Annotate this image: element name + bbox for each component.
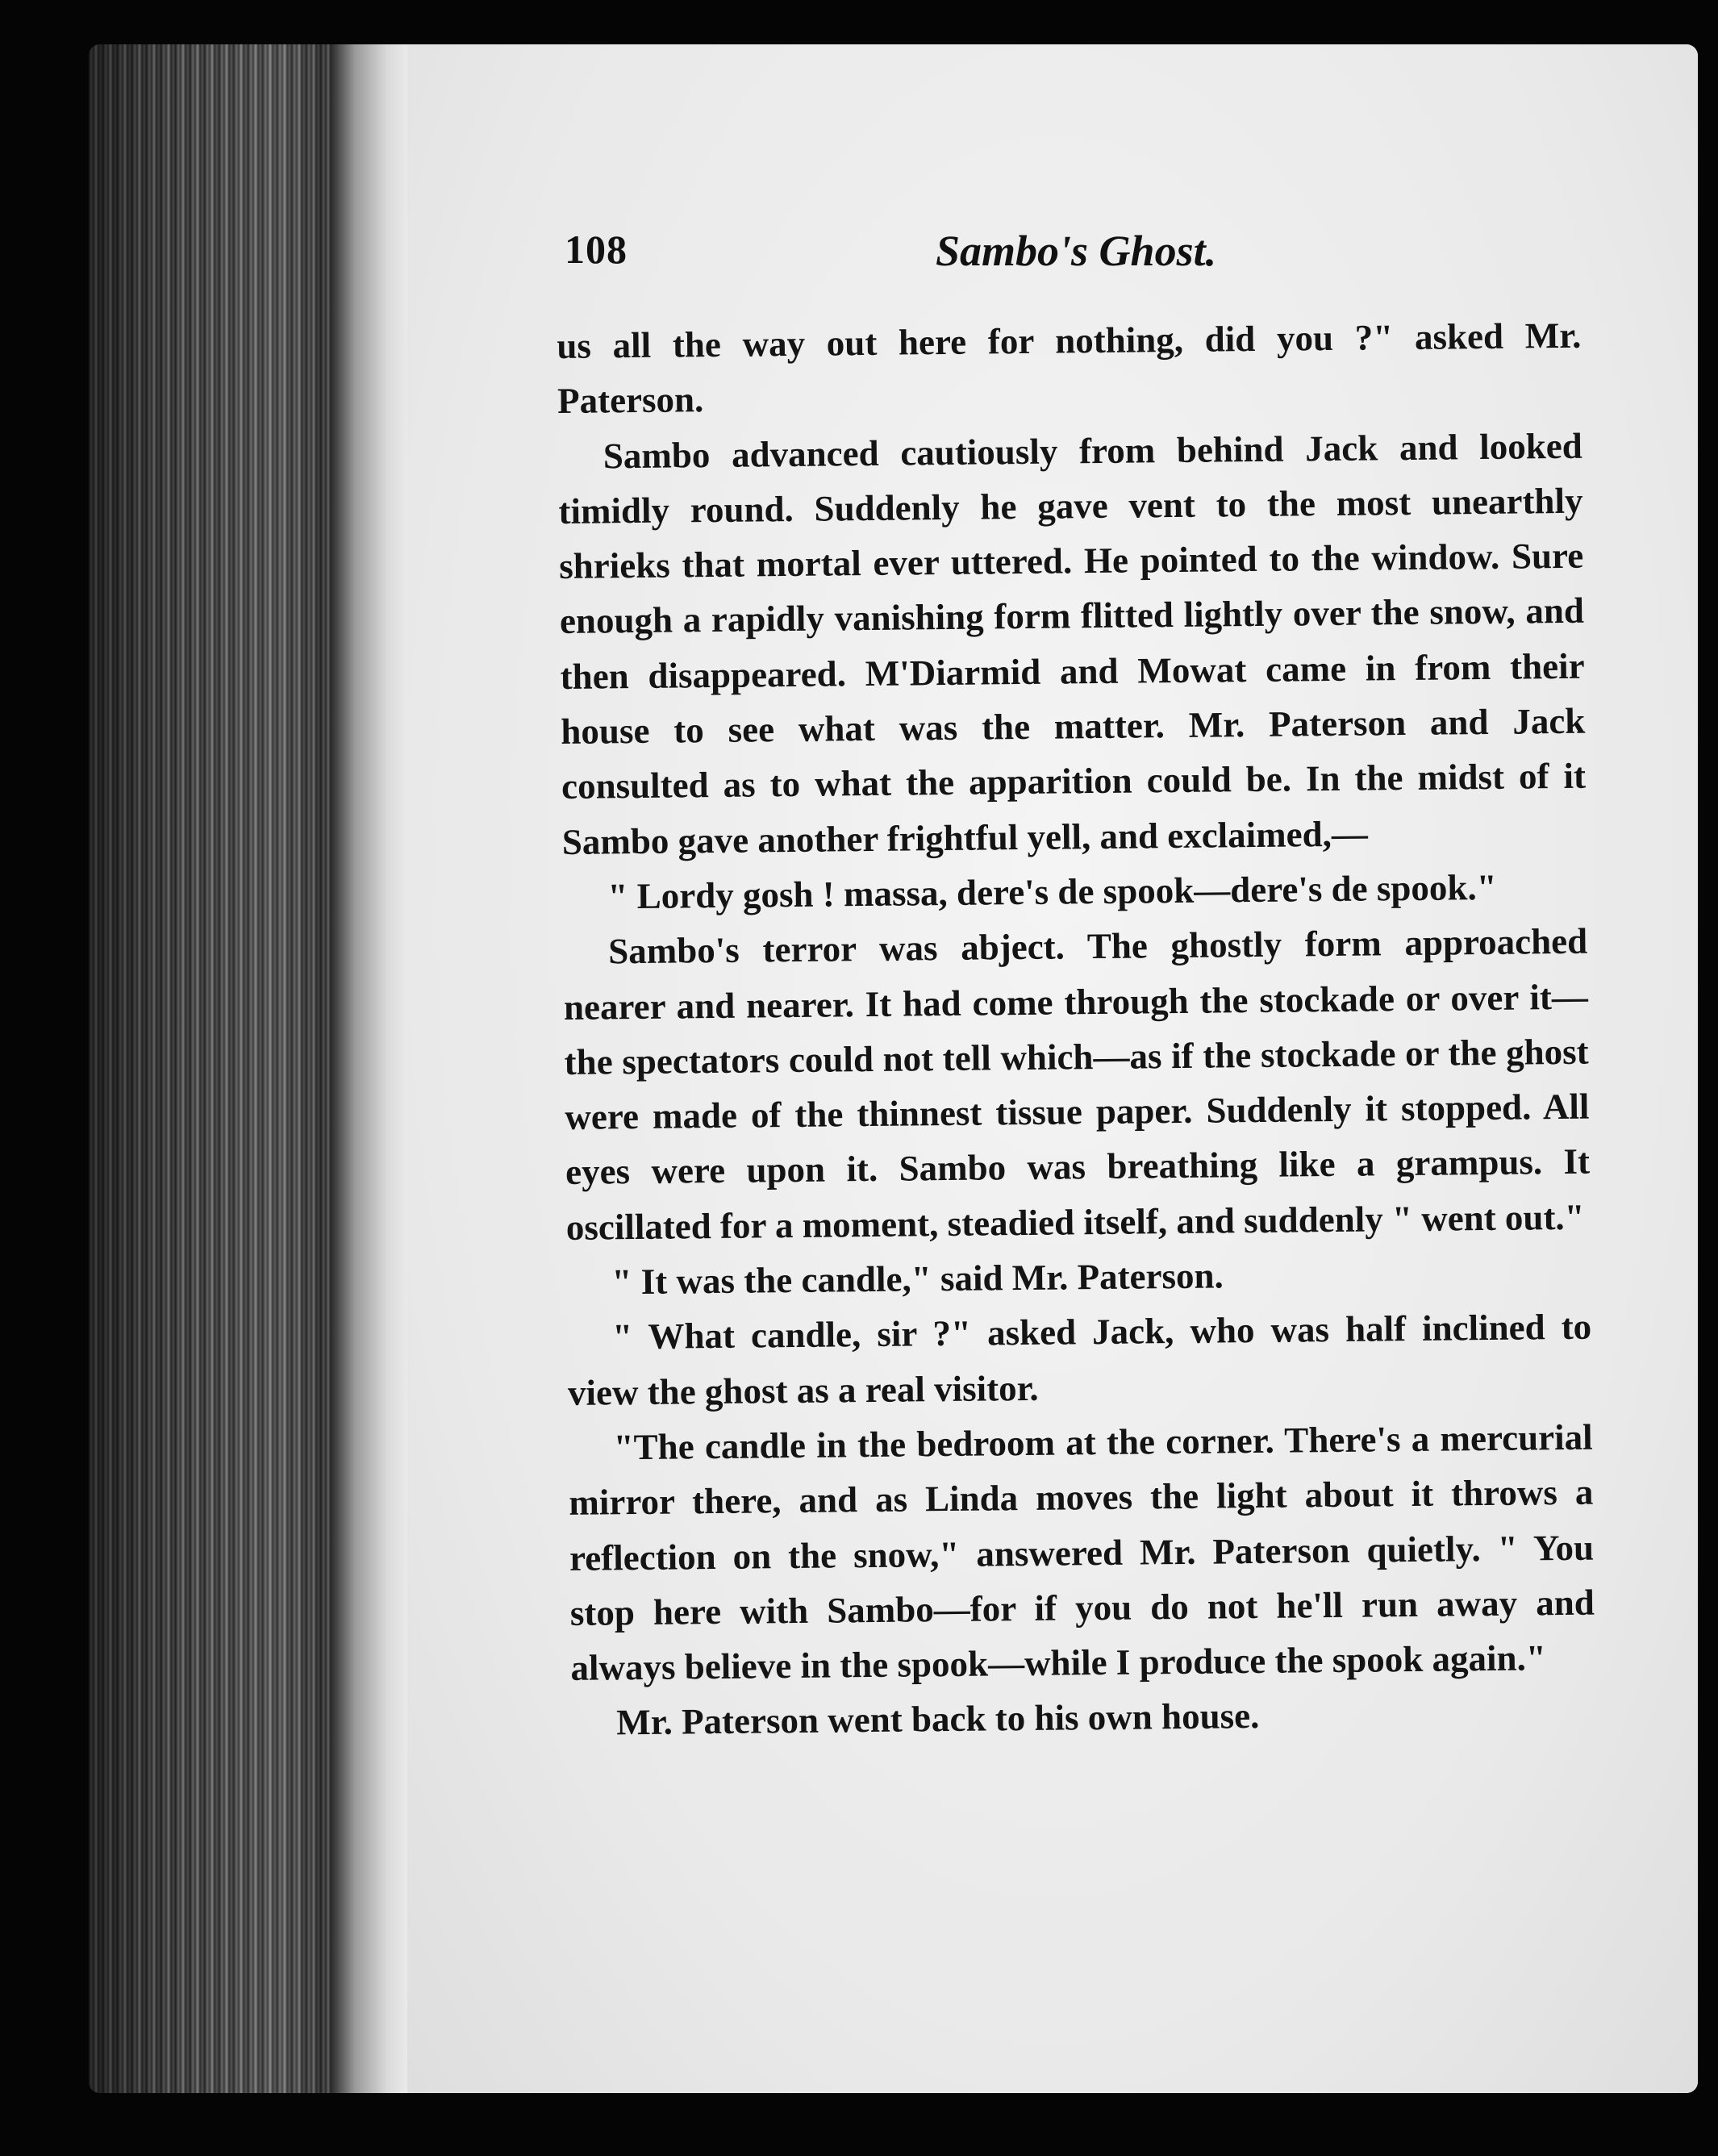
body-text: [557, 308, 1596, 1751]
paragraph: " It was the candle," said Mr. Paterson.: [611, 1255, 1224, 1303]
paragraph: "The candle in the bedroom at the corner. There's a mercurial mirror there, and as Linda moves the light about it throws a reflection on the snow," answered Mr. Paterson quietly. " You stop here with Sambo—for if you do not he'll run away and always believe in the spook—while I produce the spook again.": [569, 1416, 1595, 1689]
paragraph: Sambo's terror was abject. The ghostly form approached nearer and nearer. It had come through the stockade or over it—the spectators could not tell which—as if the stockade or the ghost were made of the thinnest tissue paper. Suddenly it stopped. All eyes were upon it. Sambo was breathing like a grampus. It oscillated for a moment, steadied itself, and suddenly " went out.": [563, 920, 1591, 1248]
paragraph: " What candle, sir ?" asked Jack, who was half inclined to view the ghost as a real visitor.: [567, 1306, 1592, 1413]
page-number: 108: [565, 227, 628, 272]
book-gutter: [331, 44, 411, 2093]
paragraph: Mr. Paterson went back to his own house.: [615, 1695, 1260, 1743]
paragraph: Sambo advanced cautiously from behind Jack and looked timidly round. Suddenly he gave vent to the most unearthly shrieks that mortal ever uttered. He pointed to the window. Sure enough a rapidly vanishing form flitted lightly over the snow, and then disappeared. M'Diarmid and Mowat came in from their house to see what was the matter. Mr. Paterson and Jack consulted as to what the apparition could be. In the midst of it Sambo gave another frightful yell, and exclaimed,—: [558, 425, 1587, 862]
page-edges: [89, 44, 331, 2093]
running-title: Sambo's Ghost.: [936, 227, 1217, 275]
running-head: [565, 226, 1581, 290]
paragraph: us all the way out here for nothing, did you ?" asked Mr. Paterson.: [557, 315, 1582, 422]
paragraph: " Lordy gosh ! massa, dere's de spook—dere's de spook.": [607, 866, 1497, 917]
